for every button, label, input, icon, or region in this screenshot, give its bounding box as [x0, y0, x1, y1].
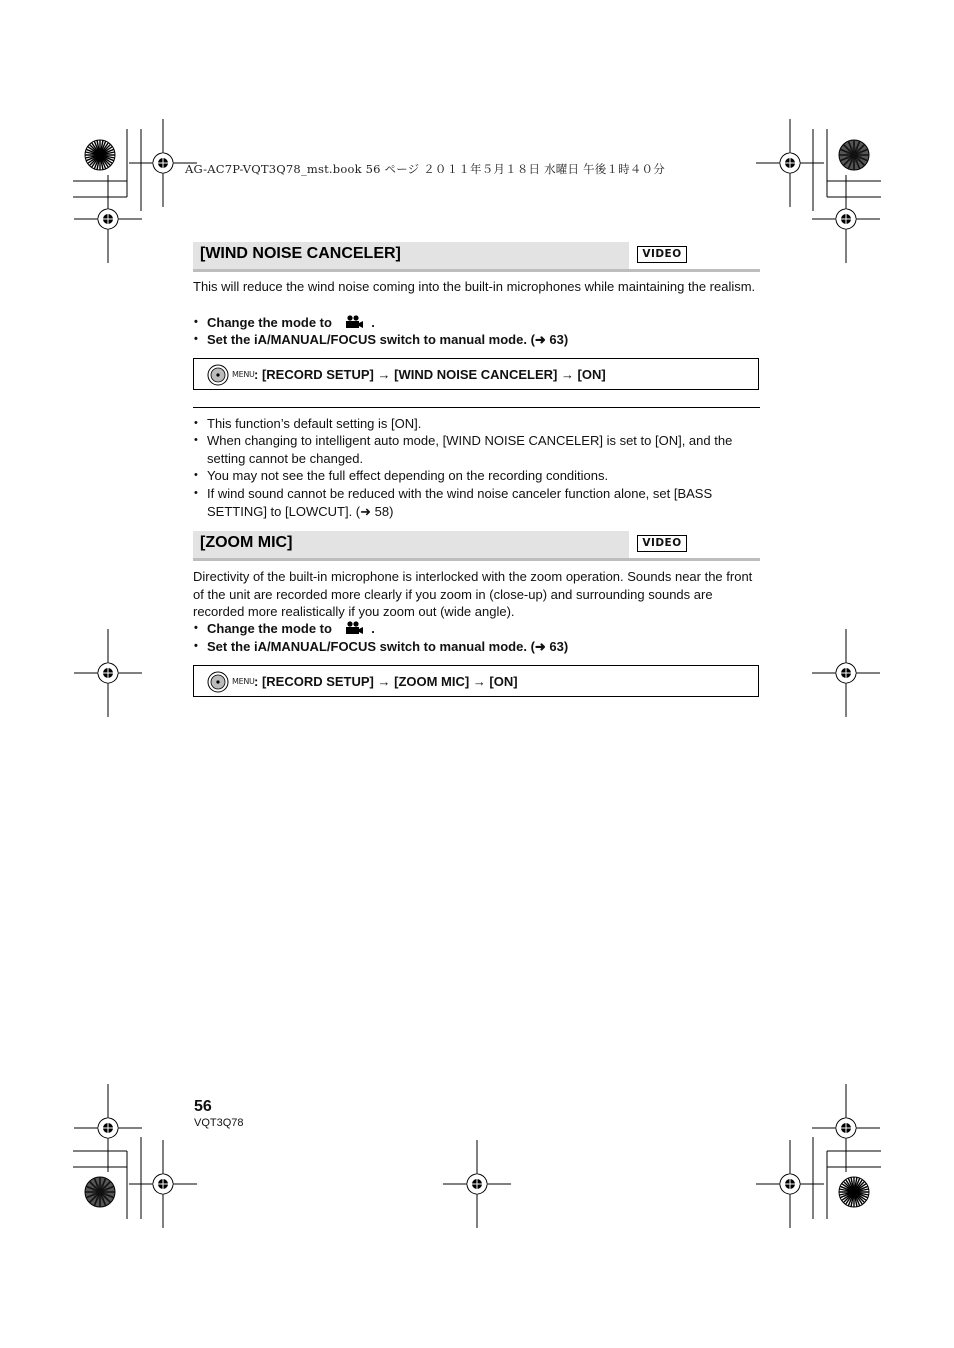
note-text: When changing to intelligent auto mode, [WIND NOISE CANCELER] is set to [ON], and the setting cannot be changed. — [207, 433, 733, 466]
list-item — [193, 331, 763, 349]
bullet-text: Set the iA/MANUAL/FOCUS switch to manual mode. (➜ 63) — [207, 639, 569, 654]
bullet-icon: • — [194, 622, 198, 634]
bullet-icon: • — [194, 417, 198, 429]
menu-path-box — [193, 665, 759, 697]
section-header-rule — [193, 269, 760, 272]
note-text: You may not see the full effect depending on the recording conditions. — [207, 468, 609, 483]
divider — [193, 407, 760, 408]
bullet-text: Set the iA/MANUAL/FOCUS switch to manual mode. (➜ 63) — [207, 332, 569, 347]
bullet-text: Change the mode to — [207, 621, 332, 636]
print-header-file-info: AG-AC7P-VQT3Q78_mst.book 56 ページ ２０１１年５月１８日 水曜日 午後１時４０分 — [185, 162, 665, 176]
list-item — [193, 638, 763, 656]
section-intro: Directivity of the built-in microphone is interlocked with the zoom operation. Sounds near the front of the unit are recorded more clearly if you zoom in (close-up) and surrounding sounds are recorded more realistically if you zoom out (wide angle). — [193, 569, 753, 619]
section-title: [WIND NOISE CANCELER] — [200, 245, 401, 262]
bullet-suffix: . — [371, 621, 375, 636]
menu-dial-icon — [207, 364, 229, 386]
section-intro: This will reduce the wind noise coming into the built-in microphones while maintaining the realism. — [193, 279, 756, 294]
list-item — [193, 432, 763, 467]
list-item — [193, 314, 763, 332]
menu-label: MENU — [232, 370, 255, 379]
list-item — [193, 485, 713, 520]
bullet-icon: • — [194, 316, 198, 328]
bullet-icon: • — [194, 640, 198, 652]
bullet-icon: • — [194, 333, 198, 345]
menu-path: : [RECORD SETUP] → [WIND NOISE CANCELER] → [ON] — [254, 367, 606, 382]
video-mode-badge: VIDEO — [637, 246, 687, 263]
note-text: If wind sound cannot be reduced with the wind noise canceler function alone, set [BASS SETTING] to [LOWCUT]. (➜ 58) — [207, 486, 713, 519]
video-camera-icon — [344, 621, 364, 635]
section-header-wind-noise-canceler — [193, 242, 760, 272]
section-header-zoom-mic — [193, 531, 760, 561]
list-item — [193, 415, 763, 433]
menu-dial-icon — [207, 671, 229, 693]
bullet-text: Change the mode to — [207, 315, 332, 330]
section-header-rule — [193, 558, 760, 561]
menu-label: MENU — [232, 677, 255, 686]
video-camera-icon — [344, 315, 364, 329]
section-title: [ZOOM MIC] — [200, 534, 293, 551]
bullet-suffix: . — [371, 315, 375, 330]
bullet-icon: • — [194, 469, 198, 481]
video-mode-badge: VIDEO — [637, 535, 687, 552]
menu-path: : [RECORD SETUP] → [ZOOM MIC] → [ON] — [254, 674, 518, 689]
menu-path-box — [193, 358, 759, 390]
list-item — [193, 467, 763, 485]
model-number: VQT3Q78 — [194, 1117, 244, 1129]
bullet-icon: • — [194, 434, 198, 446]
bullet-icon: • — [194, 487, 198, 499]
list-item — [193, 620, 763, 638]
note-text: This function’s default setting is [ON]. — [207, 416, 422, 431]
page-number: 56 — [194, 1098, 212, 1115]
